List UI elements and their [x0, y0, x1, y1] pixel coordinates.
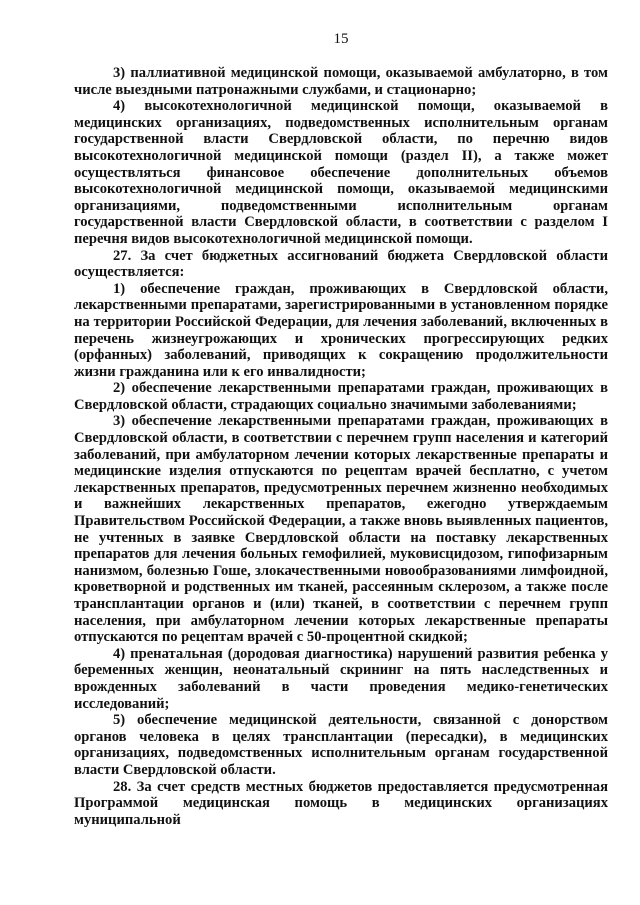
paragraph-27-item-2-social-diseases: 2) обеспечение лекарственными препаратами граждан, проживающих в Свердловской области, страдающих социально значимыми заболеваниями; [74, 380, 608, 413]
paragraph-27-item-3-drug-provision: 3) обеспечение лекарственными препаратами граждан, проживающих в Свердловской области, в соответствии с перечнем групп населения и категорий заболеваний, при амбулаторном лечении которых лекарственные препараты и медицинские изделия отпускаются по рецептам врачей бесплатно, с учетом лекарственных препаратов, предусмотренных перечнем жизненно необходимых и важнейших лекарственных препаратов, ежегодно утверждаемым Правительством Российской Федерации, а также вновь выявленных пациентов, не учтенных в заявке Свердловской области на поставку лекарственных препаратов для лечения больных гемофилией, муковисцидозом, гипофизарным нанизмом, болезнью Гоше, злокачественными новообразованиями лимфоидной, кроветворной и родственных им тканей, рассеянным склерозом, а также после трансплантации органов и (или) тканей, в соответствии с перечнем групп населения, при амбулаторном лечении которых лекарственные препараты отпускаются по рецептам врачей с 50-процентной скидкой; [74, 413, 608, 646]
paragraph-section-28: 28. За счет средств местных бюджетов предоставляется предусмотренная Программой медицинская помощь в медицинских организациях муниципальной [74, 778, 608, 828]
document-body [74, 65, 608, 828]
paragraph-27-item-1-orphan-drugs: 1) обеспечение граждан, проживающих в Свердловской области, лекарственными препаратами, зарегистрированными в установленном порядке на территории Российской Федерации, для лечения заболеваний, включенных в перечень жизнеугрожающих и хронических прогрессирующих редких (орфанных) заболеваний, приводящих к сокращению продолжительности жизни гражданина или к его инвалидности; [74, 280, 608, 380]
page-number: 15 [333, 31, 349, 47]
paragraph-27-item-4-prenatal: 4) пренатальная (дородовая диагностика) нарушений развития ребенка у беременных женщин, неонатальный скрининг на пять наследственных и врожденных заболеваний в части проведения медико-генетических исследований; [74, 645, 608, 712]
document-page [74, 30, 608, 890]
paragraph-item-3-palliative: 3) паллиативной медицинской помощи, оказываемой амбулаторно, в том числе выездными патронажными службами, и стационарно; [74, 65, 608, 98]
paragraph-section-27: 27. За счет бюджетных ассигнований бюджета Свердловской области осуществляется: [74, 247, 608, 281]
paragraph-27-item-5-transplantation: 5) обеспечение медицинской деятельности, связанной с донорством органов человека в целях трансплантации (пересадки), в медицинских организациях, подведомственных исполнительным органам государственной власти Свердловской области. [74, 712, 608, 778]
paragraph-item-4-high-tech: 4) высокотехнологичной медицинской помощи, оказываемой в медицинских организациях, подведомственных исполнительным органам государственной власти Свердловской области, по перечню видов высокотехнологичной медицинской помощи (раздел II), а также может осуществляться финансовое обеспечение дополнительных объемов высокотехнологичной медицинской помощи, оказываемой медицинскими организациями, подведомственными исполнительным органам государственной власти Свердловской области, в соответствии с разделом I перечня видов высокотехнологичной медицинской помощи. [74, 98, 608, 247]
